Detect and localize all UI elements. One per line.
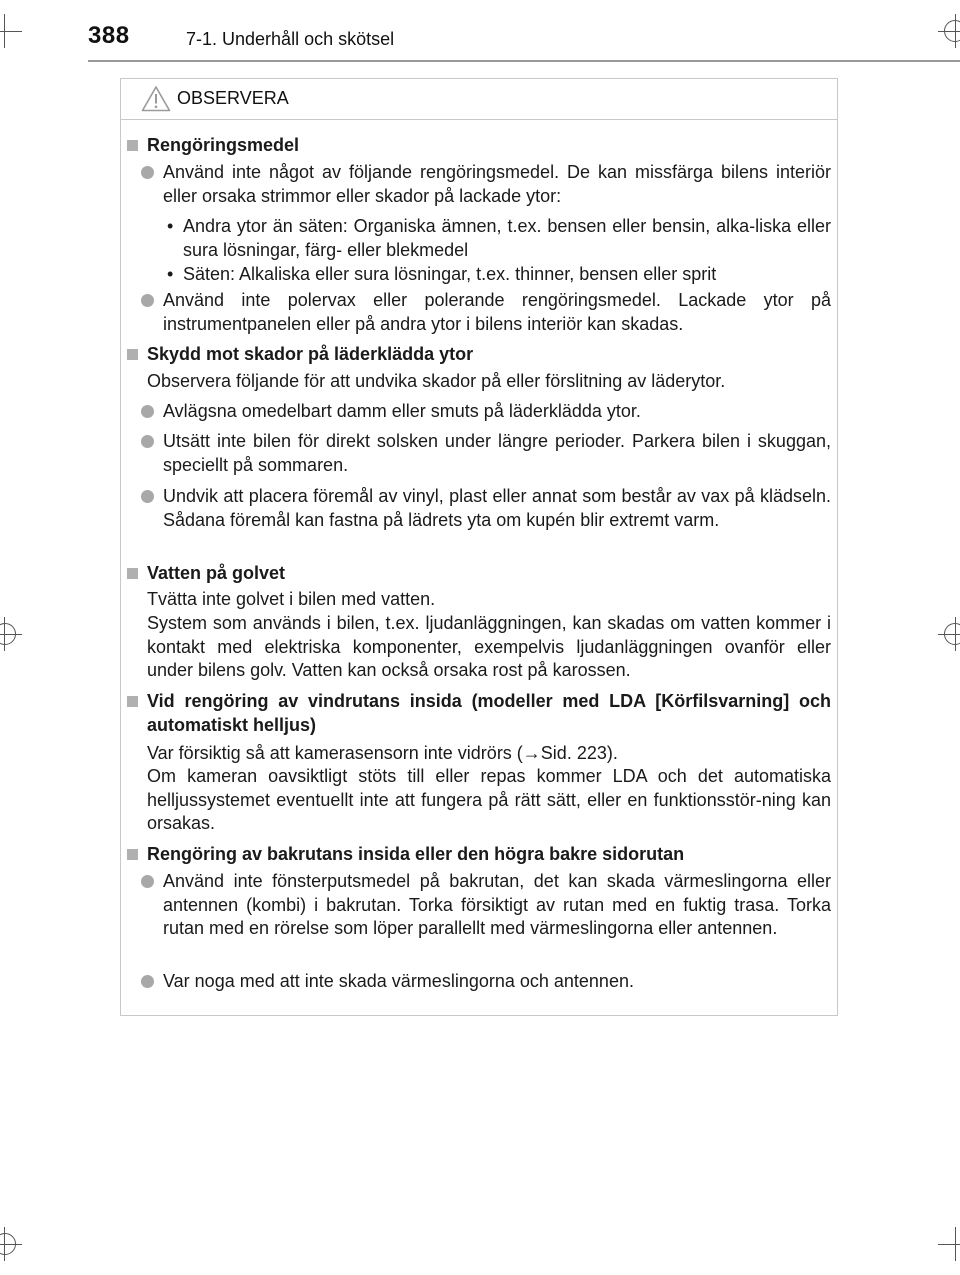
round-bullet-icon <box>141 490 154 503</box>
square-bullet-icon <box>127 140 138 151</box>
item-text: Avlägsna omedelbart damm eller smuts på läderklädda ytor. <box>163 401 641 421</box>
heading-text: Vid rengöring av vindrutans insida (modeller med LDA [Körfilsvarning] och automatiskt helljus) <box>147 691 831 735</box>
round-bullet-icon <box>141 875 154 888</box>
item-text: Undvik att placera föremål av vinyl, plast eller annat som består av vax på klädseln. Sådana föremål kan fastna på lädrets yta om kupén blir extremt varm. <box>163 486 831 530</box>
item-text: Säten: Alkaliska eller sura lösningar, t.ex. thinner, bensen eller sprit <box>183 264 717 284</box>
section-heading <box>127 843 831 867</box>
paragraph: System som används i bilen, t.ex. ljudanläggningen, kan skadas om vatten kommer i kontakt med elektriska komponenter, exempelvis ljudanläggningen ovanför eller under bilens golv. Vatten kan också orsaka rost på karossen. <box>147 613 831 680</box>
item-text: Använd inte något av följande rengöringsmedel. De kan missfärga bilens interiör eller orsaka strimmor eller skador på lackade ytor: <box>163 162 831 206</box>
round-bullet-icon <box>141 975 154 988</box>
list-item <box>139 400 831 424</box>
square-bullet-icon <box>127 696 138 707</box>
paragraph: Tvätta inte golvet i bilen med vatten. <box>147 589 436 609</box>
sub-bullet: • <box>167 216 174 236</box>
crop-mark <box>938 1244 960 1245</box>
item-text: Utsätt inte bilen för direkt solsken under längre perioder. Parkera bilen i skuggan, speciellt på sommaren. <box>163 431 831 475</box>
sub-bullet: • <box>167 264 174 284</box>
paragraph: Observera följande för att undvika skador på eller förslitning av läderytor. <box>147 371 726 391</box>
crop-mark <box>0 623 16 645</box>
list-item <box>139 870 831 941</box>
item-text: Andra ytor än säten: Organiska ämnen, t.ex. bensen eller bensin, alka-liska eller sura lösningar, färg- eller blekmedel <box>183 216 831 260</box>
notice-title: OBSERVERA <box>177 88 289 108</box>
page-header <box>0 0 960 62</box>
heading-text: Skydd mot skador på läderklädda ytor <box>147 344 474 364</box>
list-item <box>139 485 831 532</box>
item-text: Använd inte polervax eller polerande rengöringsmedel. Lackade ytor på instrumentpanelen eller på andra ytor i bilens interiör kan skadas. <box>163 290 831 334</box>
square-bullet-icon <box>127 849 138 860</box>
list-item <box>139 161 831 208</box>
list-item <box>139 430 831 477</box>
notice-box <box>120 78 838 1016</box>
section-heading <box>127 690 831 737</box>
sub-list-item <box>167 263 831 287</box>
round-bullet-icon <box>141 294 154 307</box>
paragraph: Om kameran oavsiktligt stöts till eller repas kommer LDA och det automatiska helljussystemet eventuellt inte att fungera på rätt sätt, eller en funktionsstör-ning kan orsakas. <box>147 766 831 833</box>
item-text: Använd inte fönsterputsmedel på bakrutan, det kan skada värmeslingorna eller antennen (kombi) i bakrutan. Torka försiktigt av rutan med en fuktig trasa. Torka rutan med en rörelse som löper parallellt med värmeslingorna eller antennen. <box>163 871 831 938</box>
crop-mark <box>955 1227 956 1261</box>
section-heading <box>127 562 831 586</box>
heading-text: Vatten på golvet <box>147 563 286 583</box>
square-bullet-icon <box>127 349 138 360</box>
round-bullet-icon <box>141 166 154 179</box>
section-heading <box>127 343 831 367</box>
page-number: 388 <box>88 22 130 49</box>
chapter-title: 7-1. Underhåll och skötsel <box>186 29 395 49</box>
sub-list-item <box>167 215 831 262</box>
notice-header <box>121 79 837 120</box>
crop-mark <box>944 623 960 645</box>
heading-text: Rengöringsmedel <box>147 135 300 155</box>
header-rule <box>88 60 960 62</box>
round-bullet-icon <box>141 435 154 448</box>
item-text: Var noga med att inte skada värmeslingorna och antennen. <box>163 971 634 991</box>
heading-text: Rengöring av bakrutans insida eller den högra bakre sidorutan <box>147 844 685 864</box>
section-heading <box>127 134 831 158</box>
round-bullet-icon <box>141 405 154 418</box>
crop-mark <box>0 1233 16 1255</box>
list-item <box>139 289 831 336</box>
list-item <box>139 970 831 994</box>
warning-triangle-icon <box>141 85 171 112</box>
paragraph: Var försiktig så att kamerasensorn inte vidrörs (→Sid. 223). <box>147 743 618 763</box>
square-bullet-icon <box>127 568 138 579</box>
